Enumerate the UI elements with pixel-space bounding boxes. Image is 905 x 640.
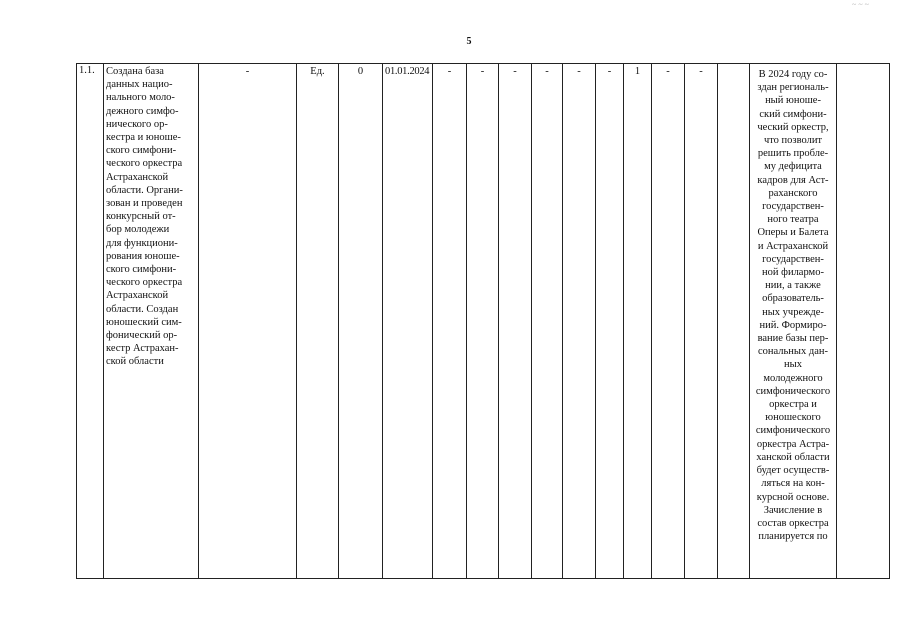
spacer-cell bbox=[718, 64, 750, 579]
value-cell-4: - bbox=[532, 64, 563, 579]
base-date-cell: 01.01.2024 bbox=[383, 64, 433, 579]
corner-mark: ~ ~ ~ bbox=[852, 0, 869, 9]
value-cell-9: - bbox=[685, 64, 718, 579]
cell-col3: - bbox=[199, 64, 297, 579]
indicator-table bbox=[76, 63, 890, 579]
table-row bbox=[77, 64, 890, 579]
page-number: 5 bbox=[466, 36, 472, 47]
value-cell-5: - bbox=[563, 64, 596, 579]
value-cell-6: - bbox=[596, 64, 624, 579]
value-cell-3: - bbox=[499, 64, 532, 579]
value-cell-1: - bbox=[433, 64, 467, 579]
result-description: Создана база данных нацио- нального моло- дежного симфо- нического ор- кестра и юноше- ского симфони- ческого оркестра Астраханской области. Органи- зован и проведен конкурсный от- бор молодежи для функциони- рования юноше- ского симфони- ческого оркестра Астраханской области. Создан юношеский сим- фонический ор- кестр Астрахан- ской области bbox=[104, 64, 199, 579]
value-cell-8: - bbox=[652, 64, 685, 579]
value-cell-7: 1 bbox=[624, 64, 652, 579]
last-cell bbox=[837, 64, 890, 579]
value-cell-2: - bbox=[467, 64, 499, 579]
base-value-cell: 0 bbox=[339, 64, 383, 579]
comment-cell: В 2024 году со- здан региональ- ный юноше- ский симфони- ческий оркестр, что позволит решить пробле- му дефицита кадров для Аст- раханского государствен- ного театра Оперы и Балета и Астраханской государствен- ной филармо- нии, а также образователь- ных учрежде- ний. Формиро- вание базы пер- сональных дан- ных молодежного симфонического оркестра и юношеского симфонического оркестра Астра- ханской области будет осуществ- ляться на кон- курсной основе. Зачисление в состав оркестра планируется по bbox=[750, 64, 837, 579]
unit-cell: Ед. bbox=[297, 64, 339, 579]
row-number: 1.1. bbox=[77, 64, 104, 579]
